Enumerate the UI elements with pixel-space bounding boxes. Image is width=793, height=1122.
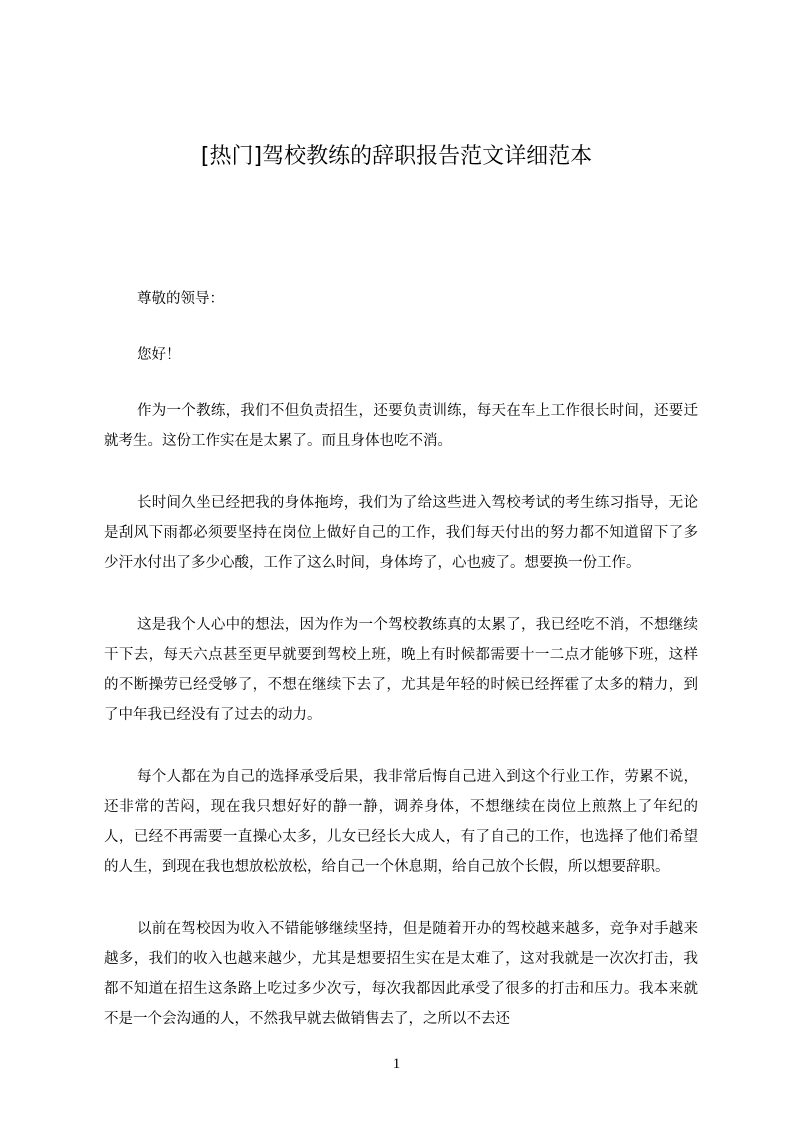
paragraph-3: 这是我个人心中的想法，因为作为一个驾校教练真的太累了，我已经吃不消，不想继续干下去，每天六点甚至更早就要到驾校上班，晚上有时候都需要十一二点才能够下班，这样的不断操劳已经受够了，不想在继续下去了，尤其是年轻的时候已经挥霍了太多的精力，到了中年我已经没有了过去的动力。 — [104, 617, 698, 723]
document-body — [104, 284, 698, 1066]
salutation: 尊敬的领导： — [137, 291, 224, 307]
document-title: [热门]驾校教练的辞职报告范文详细范本 — [200, 144, 593, 169]
paragraph-1: 作为一个教练，我们不但负责招生，还要负责训练，每天在车上工作很长时间，还要迁就考生。这份工作实在是太累了。而且身体也吃不消。 — [104, 403, 698, 449]
paragraph-2: 长时间久坐已经把我的身体拖垮，我们为了给这些进入驾校考试的考生练习指导，无论是刮风下雨都必须要坚持在岗位上做好自己的工作，我们每天付出的努力都不知道留下了多少汗水付出了多少心酸，工作了这么时间，身体垮了，心也疲了。想要换一份工作。 — [104, 495, 698, 571]
paragraph-4: 每个人都在为自己的选择承受后果，我非常后悔自己进入到这个行业工作，劳累不说，还非常的苦闷，现在我只想好好的静一静，调养身体，不想继续在岗位上煎熬上了年纪的人，已经不再需要一直操心太多，儿女已经长大成人，有了自己的工作，也选择了他们希望的人生，到现在我也想放松放松，给自己一个休息期，给自己放个长假，所以想要辞职。 — [104, 769, 698, 875]
paragraph-5: 以前在驾校因为收入不错能够继续坚持，但是随着开办的驾校越来越多，竞争对手越来越多，我们的收入也越来越少，尤其是想要招生实在是太难了，这对我就是一次次打击，我都不知道在招生这条路上吃过多少次亏，每次我都因此承受了很多的打击和压力。我本来就不是一个会沟通的人，不然我早就去做销售去了，之所以不去还 — [104, 921, 698, 1027]
page-number: 1 — [392, 1056, 401, 1072]
greeting: 您好！ — [137, 347, 181, 363]
